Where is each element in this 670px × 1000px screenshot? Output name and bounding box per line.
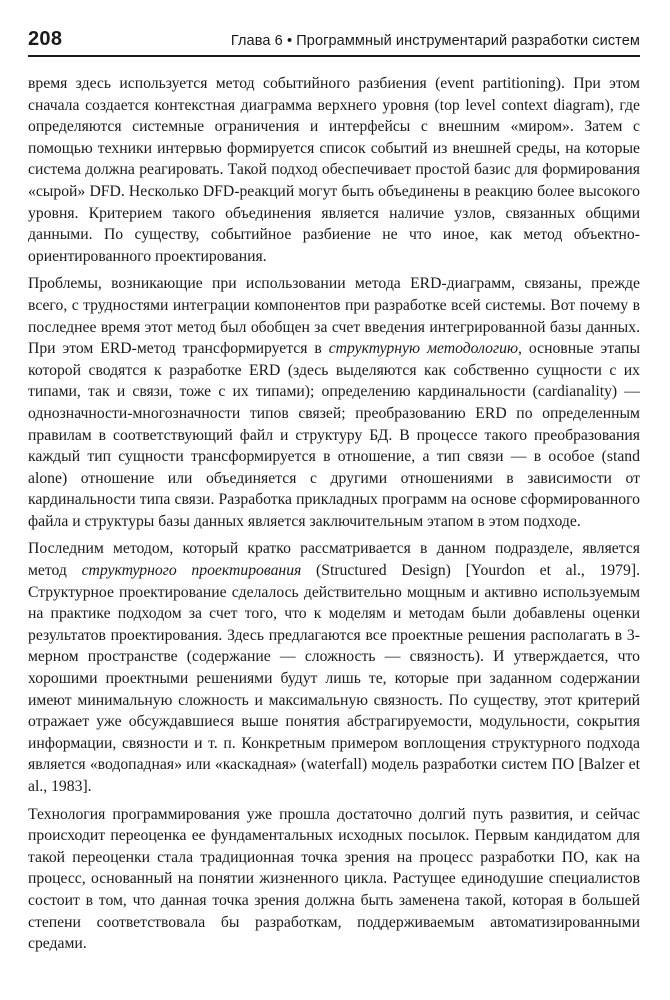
paragraph-2-end: , основные этапы которой сводятся к разработке ERD (здесь выделяются как собственно сущности с их типами, так и связи, тоже с их типами); определению кардинальности (cardianality) — однозначности-многозначности типов связей; преобразованию ERD по определенным правилам в соответствующий файл и структуру БД. В процессе такого преобразования каждый тип сущности трансформируется в отношение, а тип связи — в особое (stand alone) отношение или объединяется с другими отношениями в зависимости от кардинальности типа связи. Разработка прикладных программ на основе сформированного файла и структуры базы данных является заключительным этапом в этом подходе. [28,340,640,530]
paragraph-4: Технология программирования уже прошла достаточно долгий путь развития, и сейчас происходит переоценка ее фундаментальных исходных посылок. Первым кандидатом для такой переоценки стала традиционная точка зрения на процесс разработки ПО, как на процесс, основанный на понятии жизненного цикла. Растущее единодушие специалистов состоит в том, что данная точка зрения должна быть заменена такой, которая в большей степени соответствовала бы разработкам, поддерживаемым автоматизированными средами. [28,805,640,953]
paragraph-3-start: Последним методом, который кратко рассматривается в данном подразделе, является метод [28,540,640,580]
paragraph-2-italic-term: структурную методологию [328,340,519,358]
paragraph-1: время здесь используется метод событийного разбиения (event partitioning). При этом сначала создается контекстная диаграмма верхнего уровня (top level context diagram), где определяются системные ограничения и интерфейсы с внешним «миром». Затем с помощью техники интервью формируется список событий из внешней среды, на которые система должна реагировать. Такой подход обеспечивает простой базис для формирования «сырой» DFD. Несколько DFD-реакций могут быть объединены в реакцию более высокого уровня. Критерием такого объединения является наличие узлов, связанных общими данными. По существу, событийное разбиение не что иное, как метод объектно-ориентированного проектирования. [28,75,640,265]
paragraph-2 [28,273,640,532]
page-number: 208 [28,28,63,50]
paragraph-3-end: (Structured Design) [Yourdon et al., 1979]. Структурное проектирование сделалось действительно мощным и активно используемым на практике подходом за счет того, что к моделям и методам были добавлены оценки результатов проектирования. Здесь предлагаются все проектные решения располагать в 3-мерном пространстве (содержание — сложность — связность). И утверждается, что хорошими проектными решениями будут лишь те, которые при заданном содержании имеют минимальную сложность и максимальную связность. По существу, этот критерий отражает уже обсуждавшиеся выше понятия абстрагируемости, модульности, сокрытия информации, связности и т. п. Конкретным примером воплощения структурного подхода является «водопадная» или «каскадная» (waterfall) модель разработки систем ПО [Balzer et al., 1983]. [28,562,640,795]
running-head: Глава 6 • Программный инструментарий разработки систем [230,33,640,49]
book-page [28,28,640,961]
page-header [28,28,640,57]
body-text [28,73,640,955]
paragraph-3 [28,538,640,797]
paragraph-3-italic-term: структурного проектирования [81,562,302,580]
paragraph-2-start: Проблемы, возникающие при использовании метода ERD-диаграмм, связаны, прежде всего, с трудностями интеграции компонентов при разработке всей системы. Вот почему в последнее время этот метод был обобщен за счет введения интегрированной базы данных. При этом ERD-метод трансформируется в [28,275,640,358]
